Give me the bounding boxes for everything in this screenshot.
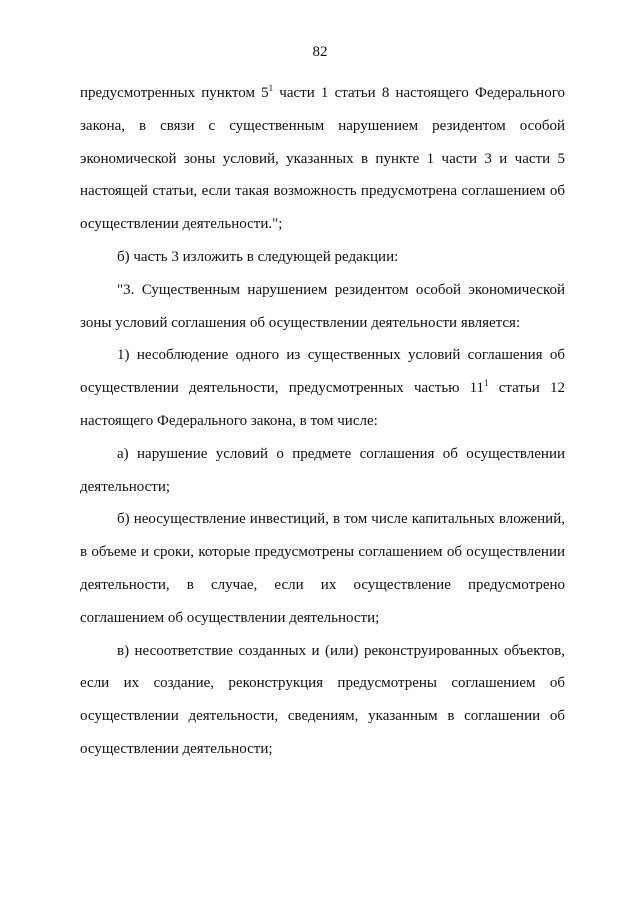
superscript: 1	[268, 83, 274, 93]
paragraph-text: статьи 12 настоящего Федерального закона, в том числе:	[80, 380, 565, 429]
paragraph-item-1	[80, 339, 565, 437]
paragraph-subitem-b: б) неосуществление инвестиций, в том числе капитальных вложений, в объеме и сроки, которые предусмотрены соглашением об осуществлении деятельности, в случае, если их осуществление предусмотрено соглашением об осуществлении деятельности;	[80, 511, 565, 626]
paragraph-amendment-b: б) часть 3 изложить в следующей редакции:	[117, 248, 399, 265]
paragraph-text: части 1 статьи 8 настоящего Федерального закона, в связи с существенным нарушением резидентом особой экономической зоны условий, указанных в пункте 1 части 3 и части 5 настоящей статьи, если такая возможность предусмотрена соглашением об осуществлении деятельности.";	[80, 85, 565, 233]
paragraph-continuation	[80, 77, 565, 241]
paragraph-text: 1) несоблюдение одного из существенных условий соглашения об осуществлении деятельности, предусмотренных частью 11	[80, 347, 565, 397]
page-number: 82	[312, 44, 328, 60]
paragraph-subitem-a: а) нарушение условий о предмете соглашения об осуществлении деятельности;	[80, 445, 565, 495]
superscript: 1	[484, 378, 489, 389]
paragraph-part-3: "3. Существенным нарушением резидентом особой экономической зоны условий соглашения об осуществлении деятельности является:	[80, 281, 565, 331]
paragraph-text: предусмотренных пунктом 5	[80, 85, 269, 101]
paragraph-subitem-v: в) несоответствие созданных и (или) реконструированных объектов, если их создание, реконструкция предусмотрены соглашением об осуществлении деятельности, сведениям, указанным в соглашении об осуществлении деятельности;	[80, 642, 565, 757]
document-body	[80, 77, 565, 766]
